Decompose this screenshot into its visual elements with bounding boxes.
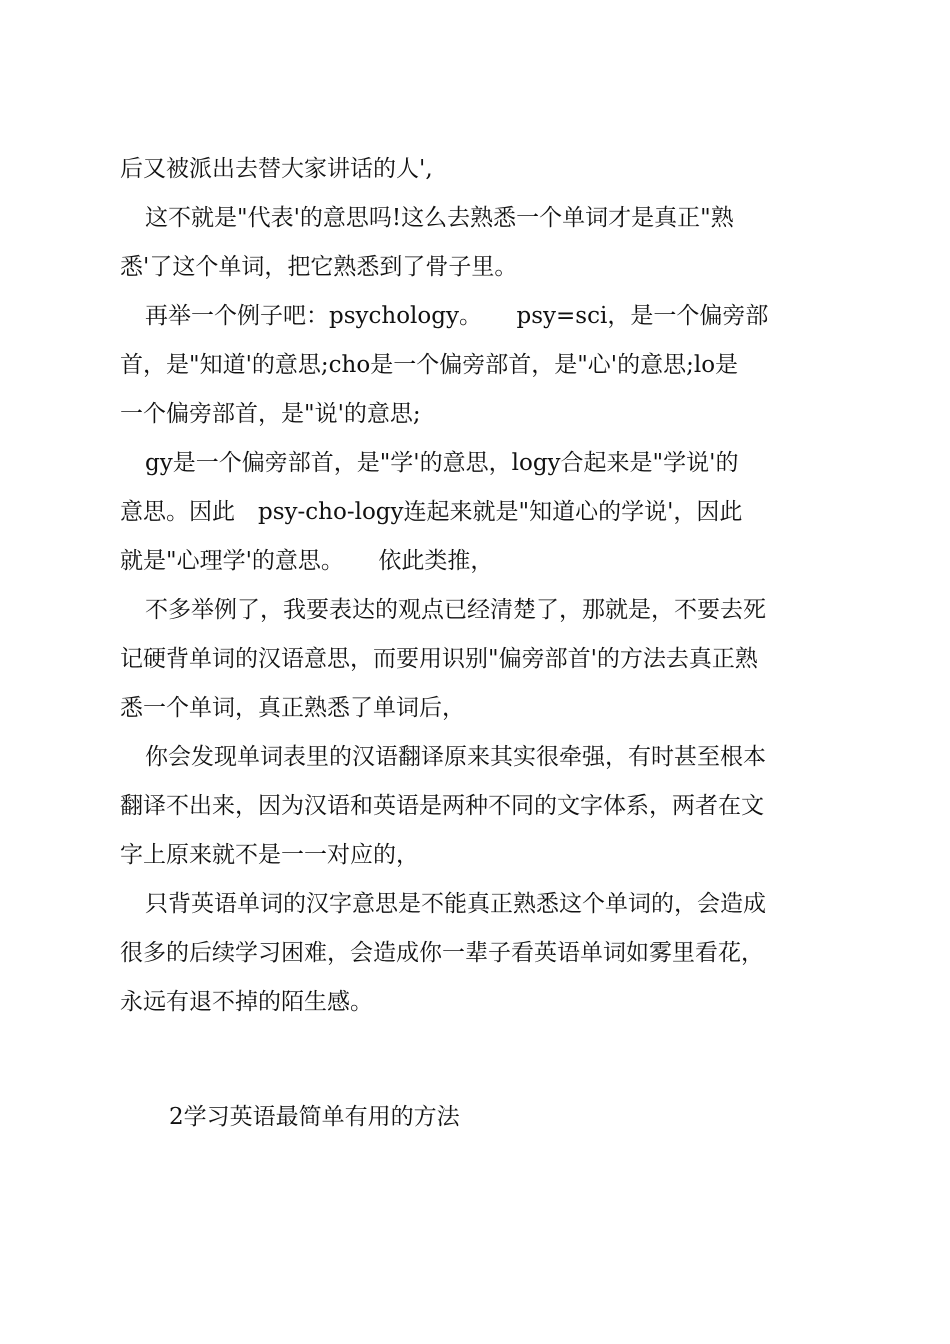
text-line: 后又被派出去替大家讲话的人',	[120, 156, 433, 182]
text-line: 字上原来就不是一一对应的，	[120, 842, 419, 868]
text-line: 一个偏旁部首，是"说'的意思;	[120, 401, 421, 427]
text-line: 只背英语单词的汉字意思是不能真正熟悉这个单词的，会造成	[145, 891, 766, 917]
section-heading: 2学习英语最简单有用的方法	[169, 1104, 460, 1130]
text-line: 很多的后续学习困难，会造成你一辈子看英语单词如雾里看花，	[120, 940, 764, 966]
text-line: 不多举例了，我要表达的观点已经清楚了，那就是，不要去死	[145, 597, 766, 623]
text-line: 翻译不出来，因为汉语和英语是两种不同的文字体系，两者在文	[120, 793, 764, 819]
text-line: 记硬背单词的汉语意思，而要用识别"偏旁部首'的方法去真正熟	[120, 646, 758, 672]
text-line: 悉一个单词，真正熟悉了单词后，	[120, 695, 465, 721]
body-text	[120, 145, 836, 1027]
text-line: 永远有退不掉的陌生感。	[120, 989, 373, 1015]
text-line: 这不就是"代表'的意思吗!这么去熟悉一个单词才是真正"熟	[145, 205, 734, 231]
text-line: 首，是"知道'的意思;cho是一个偏旁部首，是"心'的意思;lo是	[120, 352, 739, 378]
text-line: 悉'了这个单词，把它熟悉到了骨子里。	[120, 254, 518, 280]
text-line: 再举一个例子吧：psychology。 psy=sci，是一个偏旁部	[145, 303, 769, 329]
text-line: 你会发现单词表里的汉语翻译原来其实很牵强，有时甚至根本	[145, 744, 766, 770]
text-line: 就是"心理学'的意思。 依此类推，	[120, 548, 494, 574]
text-line: gy是一个偏旁部首，是"学'的意思，logy合起来是"学说'的	[145, 450, 739, 476]
text-line: 意思。因此 psy-cho-logy连起来就是"知道心的学说'，因此	[120, 499, 743, 525]
